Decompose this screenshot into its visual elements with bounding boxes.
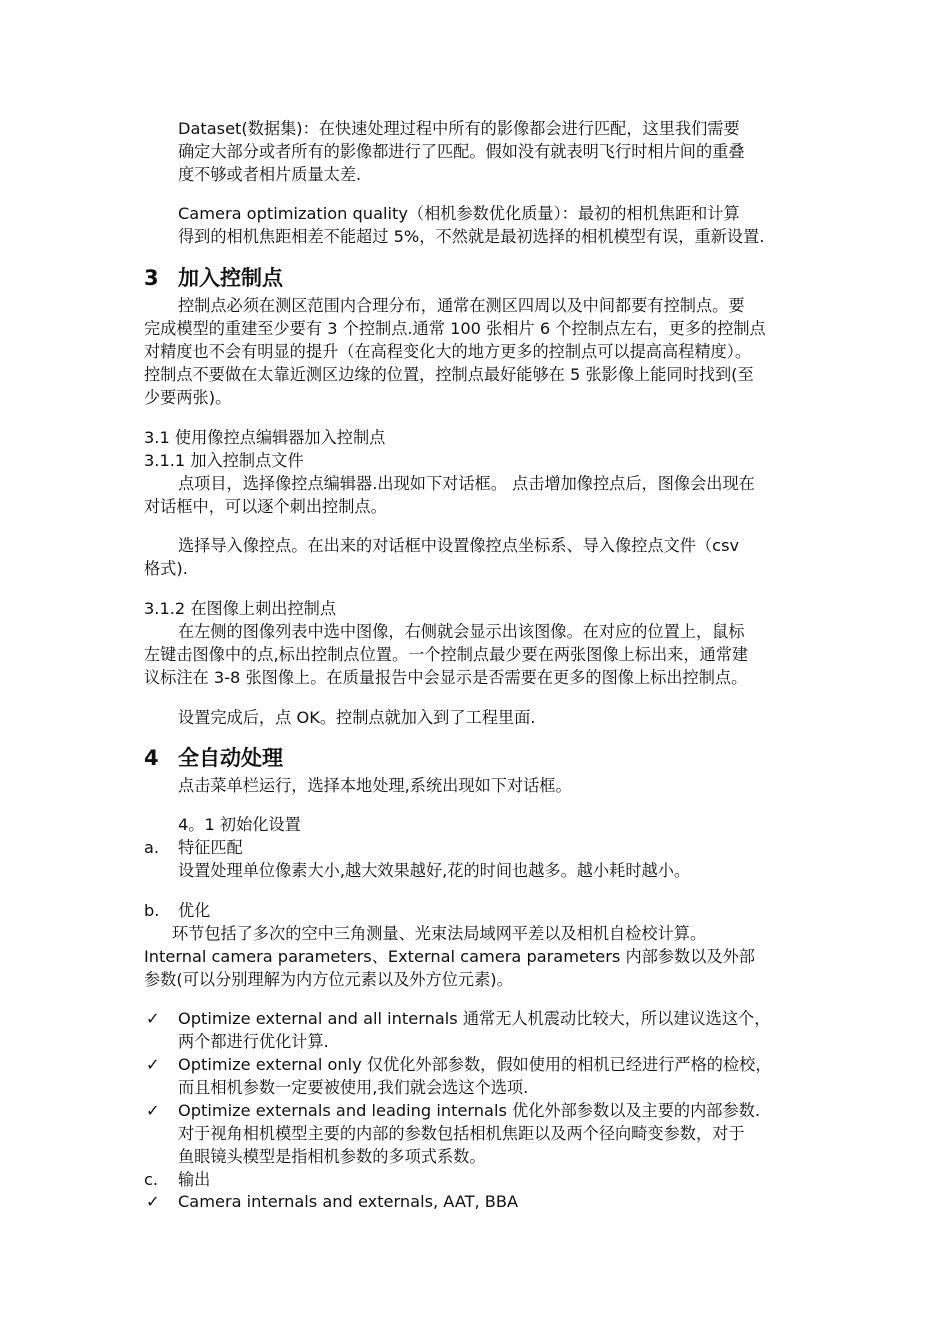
check-icon: ✓ <box>146 1009 160 1028</box>
item-c-title: 输出 <box>178 1170 211 1189</box>
camera-opt-line-2: 得到的相机焦距相差不能超过 5%，不然就是最初选择的相机模型有误，重新设置. <box>178 227 765 246</box>
s312-line-1: 在左侧的图像列表中选中图像，右侧就会显示出该图像。在对应的位置上，鼠标 <box>178 622 745 641</box>
item-a-text: 设置处理单位像素大小,越大效果越好,花的时间也越多。越小耗时越小。 <box>178 861 691 880</box>
item-a-title: 特征匹配 <box>178 838 243 857</box>
subsection-3-1-1: 3.1.1 加入控制点文件 <box>144 451 304 470</box>
check-3-line-3: 鱼眼镜头模型是指相机参数的多项式系数。 <box>178 1147 486 1166</box>
subsection-3-1: 3.1 使用像控点编辑器加入控制点 <box>144 428 386 447</box>
s312-setting-done: 设置完成后，点 OK。控制点就加入到了工程里面. <box>178 708 536 727</box>
subsection-4-1: 4。1 初始化设置 <box>178 815 301 834</box>
s311b-line-1: 选择导入像控点。在出来的对话框中设置像控点坐标系、导入像控点文件（csv <box>178 536 740 555</box>
item-b-line-2: Internal camera parameters、External camera parameters 内部参数以及外部 <box>144 947 755 966</box>
section-3-title: 加入控制点 <box>178 266 283 290</box>
section-4-number: 4 <box>144 746 159 770</box>
section-3-number: 3 <box>144 266 159 290</box>
item-b-line-3: 参数(可以分别理解为内方位元素以及外方位元素)。 <box>144 970 513 989</box>
check-icon: ✓ <box>146 1055 160 1074</box>
s4-intro: 点击菜单栏运行，选择本地处理,系统出现如下对话框。 <box>178 776 572 795</box>
item-c-check: Camera internals and externals, AAT, BBA <box>178 1192 519 1211</box>
item-b-marker: b. <box>144 901 160 920</box>
s3-para-line-5: 少要两张)。 <box>144 388 232 407</box>
s311-line-2: 对话框中，可以逐个刺出控制点。 <box>144 497 387 516</box>
check-1-line-1: Optimize external and all internals 通常无人机震动比较大，所以建议选这个， <box>178 1009 771 1028</box>
check-1-line-2: 两个都进行优化计算. <box>178 1032 329 1051</box>
dataset-line-1: Dataset(数据集)：在快速处理过程中所有的影像都会进行匹配，这里我们需要 <box>178 119 740 138</box>
s311b-line-2: 格式). <box>144 559 188 578</box>
check-2-line-2: 而且相机参数一定要被使用,我们就会选这个选项. <box>178 1078 529 1097</box>
section-4-title: 全自动处理 <box>178 746 283 770</box>
s3-para-line-2: 完成模型的重建至少要有 3 个控制点.通常 100 张相片 6 个控制点左右，更多的控制点 <box>144 319 766 338</box>
dataset-line-3: 度不够或者相片质量太差. <box>178 165 362 184</box>
item-b-title: 优化 <box>178 901 211 920</box>
s3-para-line-4: 控制点不要做在太靠近测区边缘的位置，控制点最好能够在 5 张影像上能同时找到(至 <box>144 365 754 384</box>
section-3-heading <box>144 265 283 291</box>
item-c-marker: c. <box>144 1170 159 1189</box>
s311-line-1: 点项目，选择像控点编辑器.出现如下对话框。 点击增加像控点后，图像会出现在 <box>178 474 755 493</box>
check-icon: ✓ <box>146 1101 160 1120</box>
check-3-line-2: 对于视角相机模型主要的内部的参数包括相机焦距以及两个径向畸变参数，对于 <box>178 1124 745 1143</box>
item-b-line-1: 环节包括了多次的空中三角测量、光束法局域网平差以及相机自检校计算。 <box>172 924 707 943</box>
s312-line-2: 左键击图像中的点,标出控制点位置。一个控制点最少要在两张图像上标出来，通常建 <box>144 645 749 664</box>
camera-opt-line-1: Camera optimization quality（相机参数优化质量）：最初的相机焦距和计算 <box>178 204 740 223</box>
item-a-marker: a. <box>144 838 160 857</box>
check-2-line-1: Optimize external only 仅优化外部参数，假如使用的相机已经进行严格的检校， <box>178 1055 772 1074</box>
section-4-heading <box>144 745 283 771</box>
s3-para-line-1: 控制点必须在测区范围内合理分布，通常在测区四周以及中间都要有控制点。要 <box>178 296 745 315</box>
check-icon: ✓ <box>146 1192 160 1211</box>
check-3-line-1: Optimize externals and leading internals 优化外部参数以及主要的内部参数. <box>178 1101 760 1120</box>
s312-line-3: 议标注在 3-8 张图像上。在质量报告中会显示是否需要在更多的图像上标出控制点。 <box>144 668 748 687</box>
dataset-line-2: 确定大部分或者所有的影像都进行了匹配。假如没有就表明飞行时相片间的重叠 <box>178 142 745 161</box>
subsection-3-1-2: 3.1.2 在图像上刺出控制点 <box>144 599 337 618</box>
s3-para-line-3: 对精度也不会有明显的提升（在高程变化大的地方更多的控制点可以提高高程精度）。 <box>144 342 752 361</box>
